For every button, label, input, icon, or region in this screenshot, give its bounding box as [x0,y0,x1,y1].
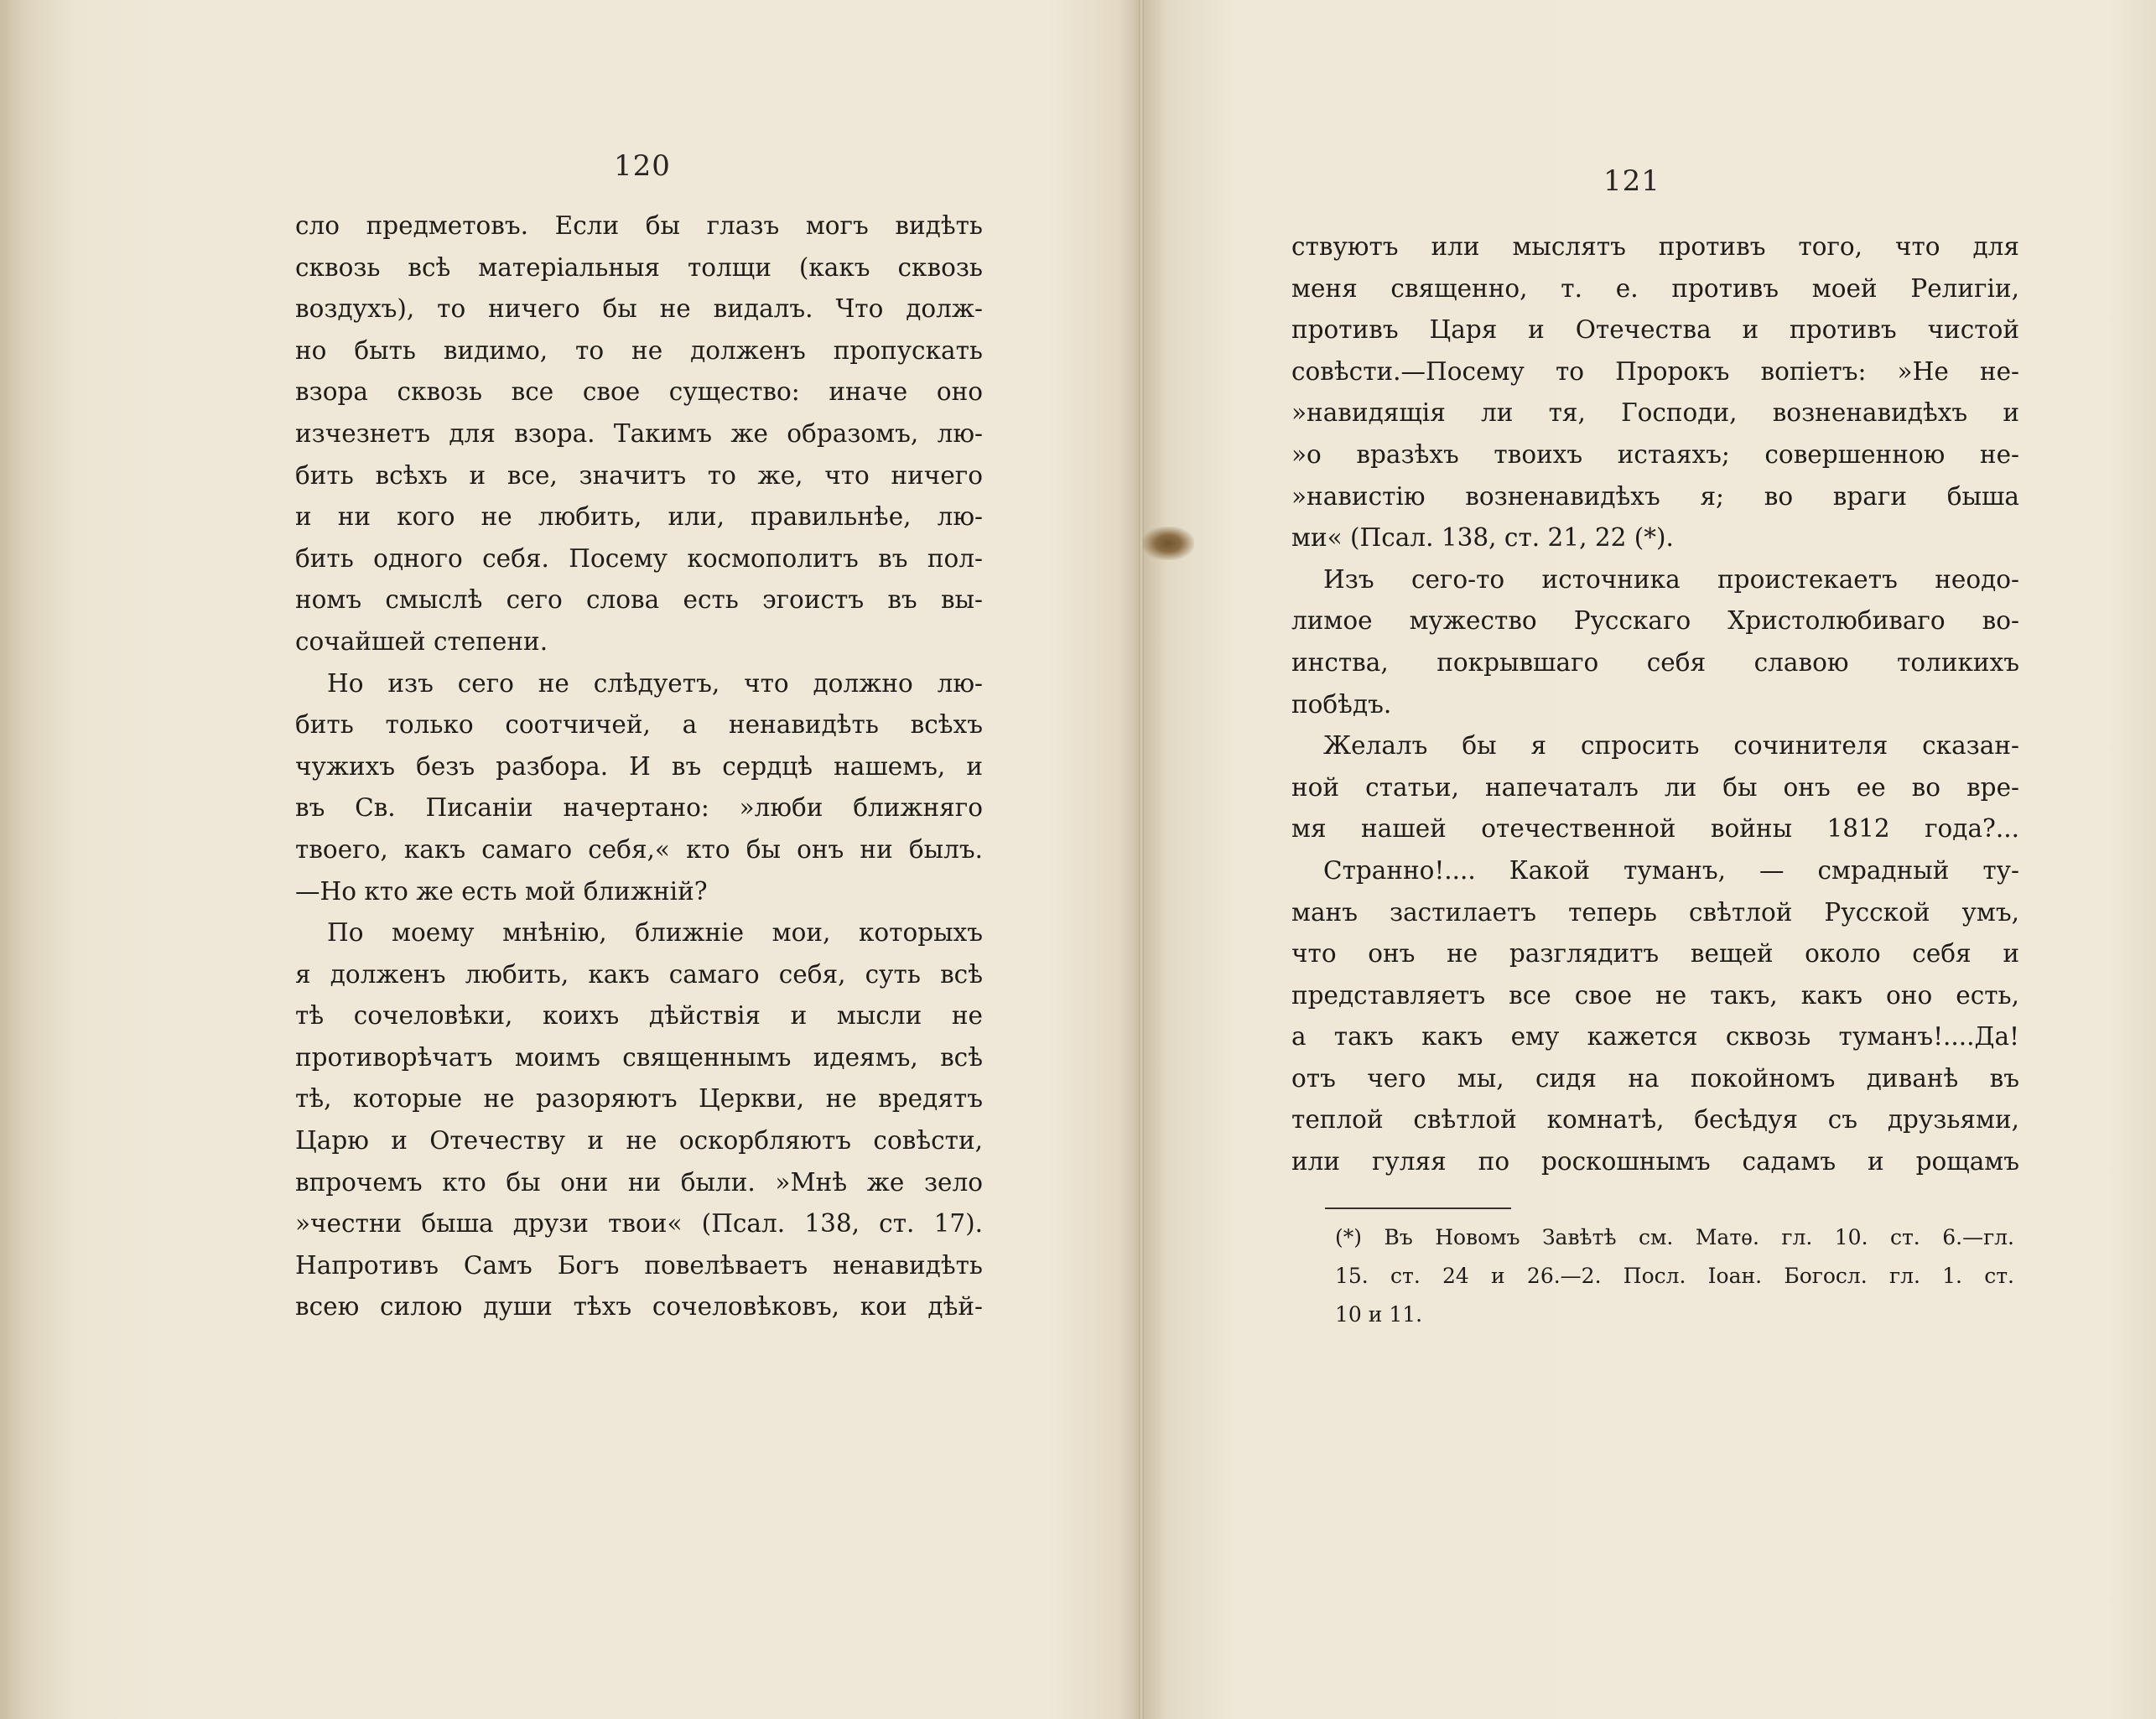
text-line: бить только соотчичей, а ненавидѣть всѣхъ [295,710,983,740]
text-line: »о вразѣхъ твоихъ истаяхъ; совершенною не- [1291,439,2019,469]
footnote-rule [1325,1207,1511,1209]
gutter-stain [1142,527,1194,560]
text-line: бить всѣхъ и все, значитъ то же, что ничего [295,460,983,490]
text-line: ствуютъ или мыслятъ противъ того, что для [1291,232,2019,261]
paragraph-start-line: Но изъ сего не слѣдуетъ, что должно лю- [327,668,983,698]
text-line: или гуляя по роскошнымъ садамъ и рощамъ [1291,1147,2019,1176]
text-line: ной статьи, напечаталъ ли бы онъ ее во вре- [1291,772,2019,802]
text-line: воздухъ), то ничего бы не видалъ. Что долж- [295,294,983,324]
text-line: въ Св. Писаніи начертано: »люби ближняго [295,793,983,823]
text-line: но быть видимо, то не долженъ пропускать [295,335,983,365]
page-number: 121 [1603,164,1660,198]
text-line: Царю и Отечеству и не оскорбляютъ совѣсти, [295,1126,983,1156]
text-line: представляетъ все свое не такъ, какъ оно есть, [1291,980,2019,1010]
book-gutter [1139,0,1144,1719]
text-line: а такъ какъ ему кажется сквозь туманъ!....Да! [1291,1022,2019,1052]
text-line: »навистію возненавидѣхъ я; во враги быша [1291,481,2019,511]
page-number: 120 [614,149,671,183]
paragraph-start-line: По моему мнѣнію, ближніе мои, которыхъ [327,918,983,948]
text-line: —Но кто же есть мой ближній? [295,876,708,906]
text-line: »навидящія ли тя, Господи, возненавидѣхъ и [1291,398,2019,428]
text-line: тѣ сочеловѣки, коихъ дѣйствія и мысли не [295,1001,983,1031]
text-line: сло предметовъ. Если бы глазъ могъ видѣть [295,211,983,240]
footnote [1335,1218,2014,1334]
footnote-line: 10 и 11. [1335,1302,1423,1327]
text-line: »честни быша друзи твои« (Псал. 138, ст. 17). [295,1209,983,1239]
text-line: манъ застилаетъ теперь свѣтлой Русской умъ, [1291,897,2019,927]
text-line: теплой свѣтлой комнатѣ, бесѣдуя съ друзьями, [1291,1105,2019,1135]
paragraph-start-line: Изъ сего-то источника проистекаетъ неодо- [1323,564,2019,594]
text-line: инства, покрывшаго себя славою толикихъ [1291,647,2019,677]
text-line: мя нашей отечественной войны 1812 года?... [1291,814,2019,844]
text-line: взора сквозь все свое существо: иначе оно [295,377,983,407]
text-line: впрочемъ кто бы они ни были. »Мнѣ же зело [295,1167,983,1197]
body-text [1291,226,2019,1183]
right-page [1142,0,2156,1719]
text-line: что онъ не разглядитъ вещей около себя и [1291,939,2019,969]
text-line: сквозь всѣ матеріальныя толщи (какъ сквозь [295,252,983,282]
text-line: и ни кого не любить, или, правильнѣе, лю- [295,502,983,532]
text-line: отъ чего мы, сидя на покойномъ диванѣ въ [1291,1063,2019,1093]
footnote-line: (*) Въ Новомъ Завѣтѣ см. Матѳ. гл. 10. ст. 6.—гл. [1335,1225,2014,1249]
text-line: ми« (Псал. 138, ст. 21, 22 (*). [1291,523,1674,553]
body-text [295,205,983,1328]
text-line: побѣдъ. [1291,689,1392,719]
text-line: Напротивъ Самъ Богъ повелѣваетъ ненавидѣть [295,1250,983,1280]
text-line: изчезнетъ для взора. Такимъ же образомъ, лю- [295,418,983,448]
text-line: я долженъ любить, какъ самаго себя, суть всѣ [295,959,983,989]
text-line: тѣ, которые не разоряютъ Церкви, не вредятъ [295,1084,983,1114]
text-line: меня священно, т. е. противъ моей Религіи, [1291,273,2019,303]
text-line: всею силою души тѣхъ сочеловѣковъ, кои дѣй- [295,1292,983,1322]
text-line: твоего, какъ самаго себя,« кто бы онъ ни былъ. [295,834,983,864]
text-line: лимое мужество Русскаго Христолюбиваго во- [1291,606,2019,636]
paragraph-start-line: Желалъ бы я спросить сочинителя сказан- [1323,731,2019,761]
text-line: номъ смыслѣ сего слова есть эгоистъ въ вы- [295,585,983,615]
text-line: противъ Царя и Отечества и противъ чистой [1291,315,2019,345]
text-line: противорѣчатъ моимъ священнымъ идеямъ, всѣ [295,1042,983,1072]
text-line: сочайшей степени. [295,626,548,656]
text-line: бить одного себя. Посему космополитъ въ пол- [295,543,983,573]
text-line: совѣсти.—Посему то Пророкъ вопіетъ: »Не не- [1291,356,2019,386]
text-line: чужихъ безъ разбора. И въ сердцѣ нашемъ, и [295,751,983,781]
paragraph-start-line: Странно!.... Какой туманъ, — смрадный ту- [1323,855,2019,885]
footnote-line: 15. ст. 24 и 26.—2. Посл. Іоан. Богосл. гл. 1. ст. [1335,1264,2014,1288]
